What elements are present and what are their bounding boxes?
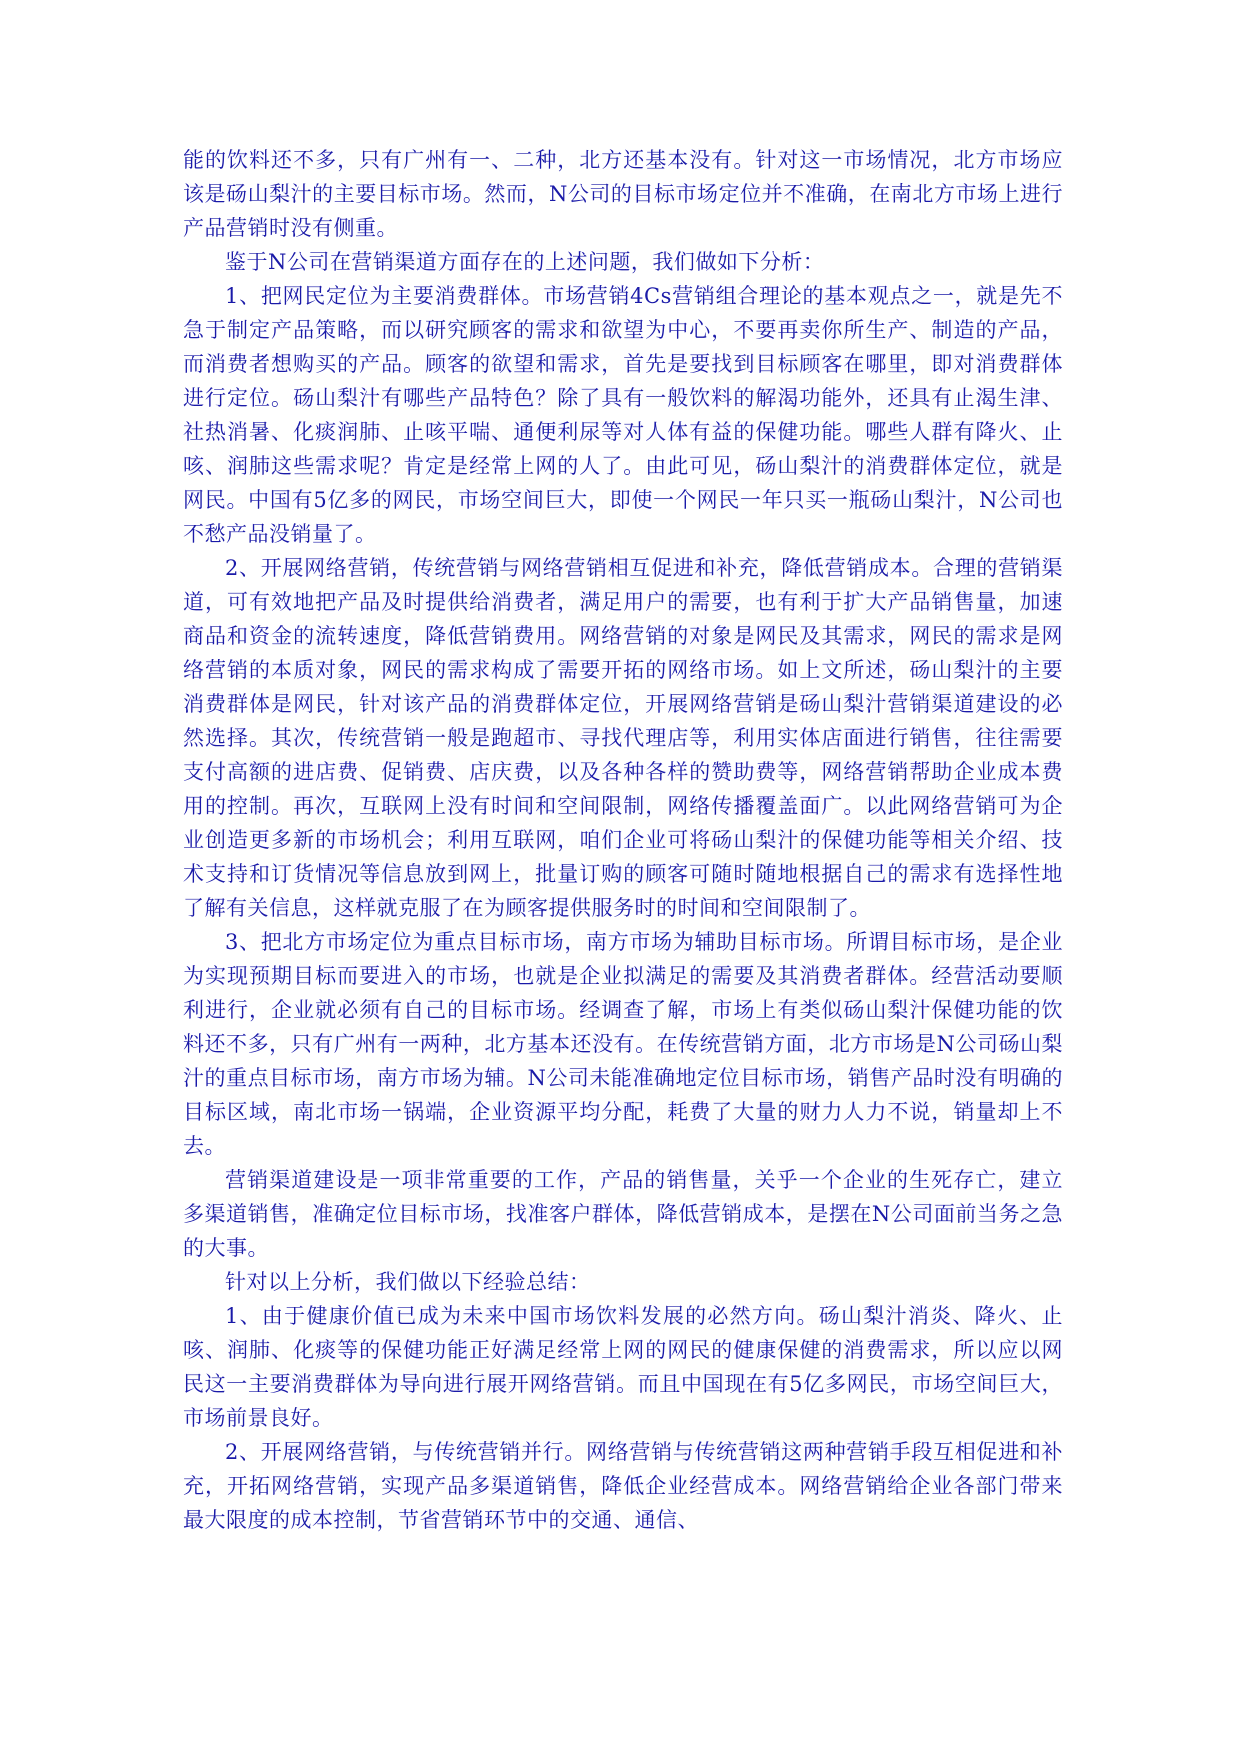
paragraph-point-1: 1、把网民定位为主要消费群体。市场营销4Cs营销组合理论的基本观点之一，就是先不急于制定产品策略，而以研究顾客的需求和欲望为中心，不要再卖你所生产、制造的产品，而消费者想购买的产品。顾客的欲望和需求，首先是要找到目标顾客在哪里，即对消费群体进行定位。砀山梨汁有哪些产品特色？除了具有一般饮料的解渴功能外，还具有止渴生津、社热消暑、化痰润肺、止咳平喘、通便利尿等对人体有益的保健功能。哪些人群有降火、止咳、润肺这些需求呢？肯定是经常上网的人了。由此可见，砀山梨汁的消费群体定位，就是网民。中国有5亿多的网民，市场空间巨大，即使一个网民一年只买一瓶砀山梨汁，N公司也不愁产品没销量了。 <box>183 284 1063 546</box>
paragraph-summary-1: 1、由于健康价值已成为未来中国市场饮料发展的必然方向。砀山梨汁消炎、降火、止咳、润肺、化痰等的保健功能正好满足经常上网的网民的健康保健的消费需求，所以应以网民这一主要消费群体为导向进行展开网络营销。而且中国现在有5亿多网民，市场空间巨大，市场前景良好。 <box>183 1304 1063 1430</box>
paragraph-point-3: 3、把北方市场定位为重点目标市场，南方市场为辅助目标市场。所谓目标市场，是企业为实现预期目标而要进入的市场，也就是企业拟满足的需要及其消费者群体。经营活动要顺利进行，企业就必须有自己的目标市场。经调查了解，市场上有类似砀山梨汁保健功能的饮料还不多，只有广州有一两种，北方基本还没有。在传统营销方面，北方市场是N公司砀山梨汁的重点目标市场，南方市场为辅。N公司未能准确地定位目标市场，销售产品时没有明确的目标区域，南北市场一锅端，企业资源平均分配，耗费了大量的财力人力不说，销量却上不去。 <box>183 930 1063 1158</box>
paragraph-point-2: 2、开展网络营销，传统营销与网络营销相互促进和补充，降低营销成本。合理的营销渠道，可有效地把产品及时提供给消费者，满足用户的需要，也有利于扩大产品销售量，加速商品和资金的流转速度，降低营销费用。网络营销的对象是网民及其需求，网民的需求是网络营销的本质对象，网民的需求构成了需要开拓的网络市场。如上文所述，砀山梨汁的主要消费群体是网民，针对该产品的消费群体定位，开展网络营销是砀山梨汁营销渠道建设的必然选择。其次，传统营销一般是跑超市、寻找代理店等，利用实体店面进行销售，往往需要支付高额的进店费、促销费、店庆费，以及各种各样的赞助费等，网络营销帮助企业成本费用的控制。再次，互联网上没有时间和空间限制，网络传播覆盖面广。以此网络营销可为企业创造更多新的市场机会；利用互联网，咱们企业可将砀山梨汁的保健功能等相关介绍、技术支持和订货情况等信息放到网上，批量订购的顾客可随时随地根据自己的需求有选择性地了解有关信息，这样就克服了在为顾客提供服务时的时间和空间限制了。 <box>183 556 1063 920</box>
paragraph-summary-intro: 针对以上分析，我们做以下经验总结： <box>225 1270 591 1294</box>
paragraph-summary-2: 2、开展网络营销，与传统营销并行。网络营销与传统营销这两种营销手段互相促进和补充，开拓网络营销，实现产品多渠道销售，降低企业经营成本。网络营销给企业各部门带来最大限度的成本控制，节省营销环节中的交通、通信、 <box>183 1440 1063 1532</box>
paragraph-analysis-intro: 鉴于N公司在营销渠道方面存在的上述问题，我们做如下分析： <box>225 250 825 274</box>
paragraph-channel-summary: 营销渠道建设是一项非常重要的工作，产品的销售量，关乎一个企业的生死存亡，建立多渠道销售，准确定位目标市场，找准客户群体，降低营销成本，是摆在N公司面前当务之急的大事。 <box>183 1168 1063 1260</box>
document-body <box>183 143 1063 1537</box>
paragraph-continuation: 能的饮料还不多，只有广州有一、二种，北方还基本没有。针对这一市场情况，北方市场应该是砀山梨汁的主要目标市场。然而，N公司的目标市场定位并不准确，在南北方市场上进行产品营销时没有侧重。 <box>183 148 1063 240</box>
